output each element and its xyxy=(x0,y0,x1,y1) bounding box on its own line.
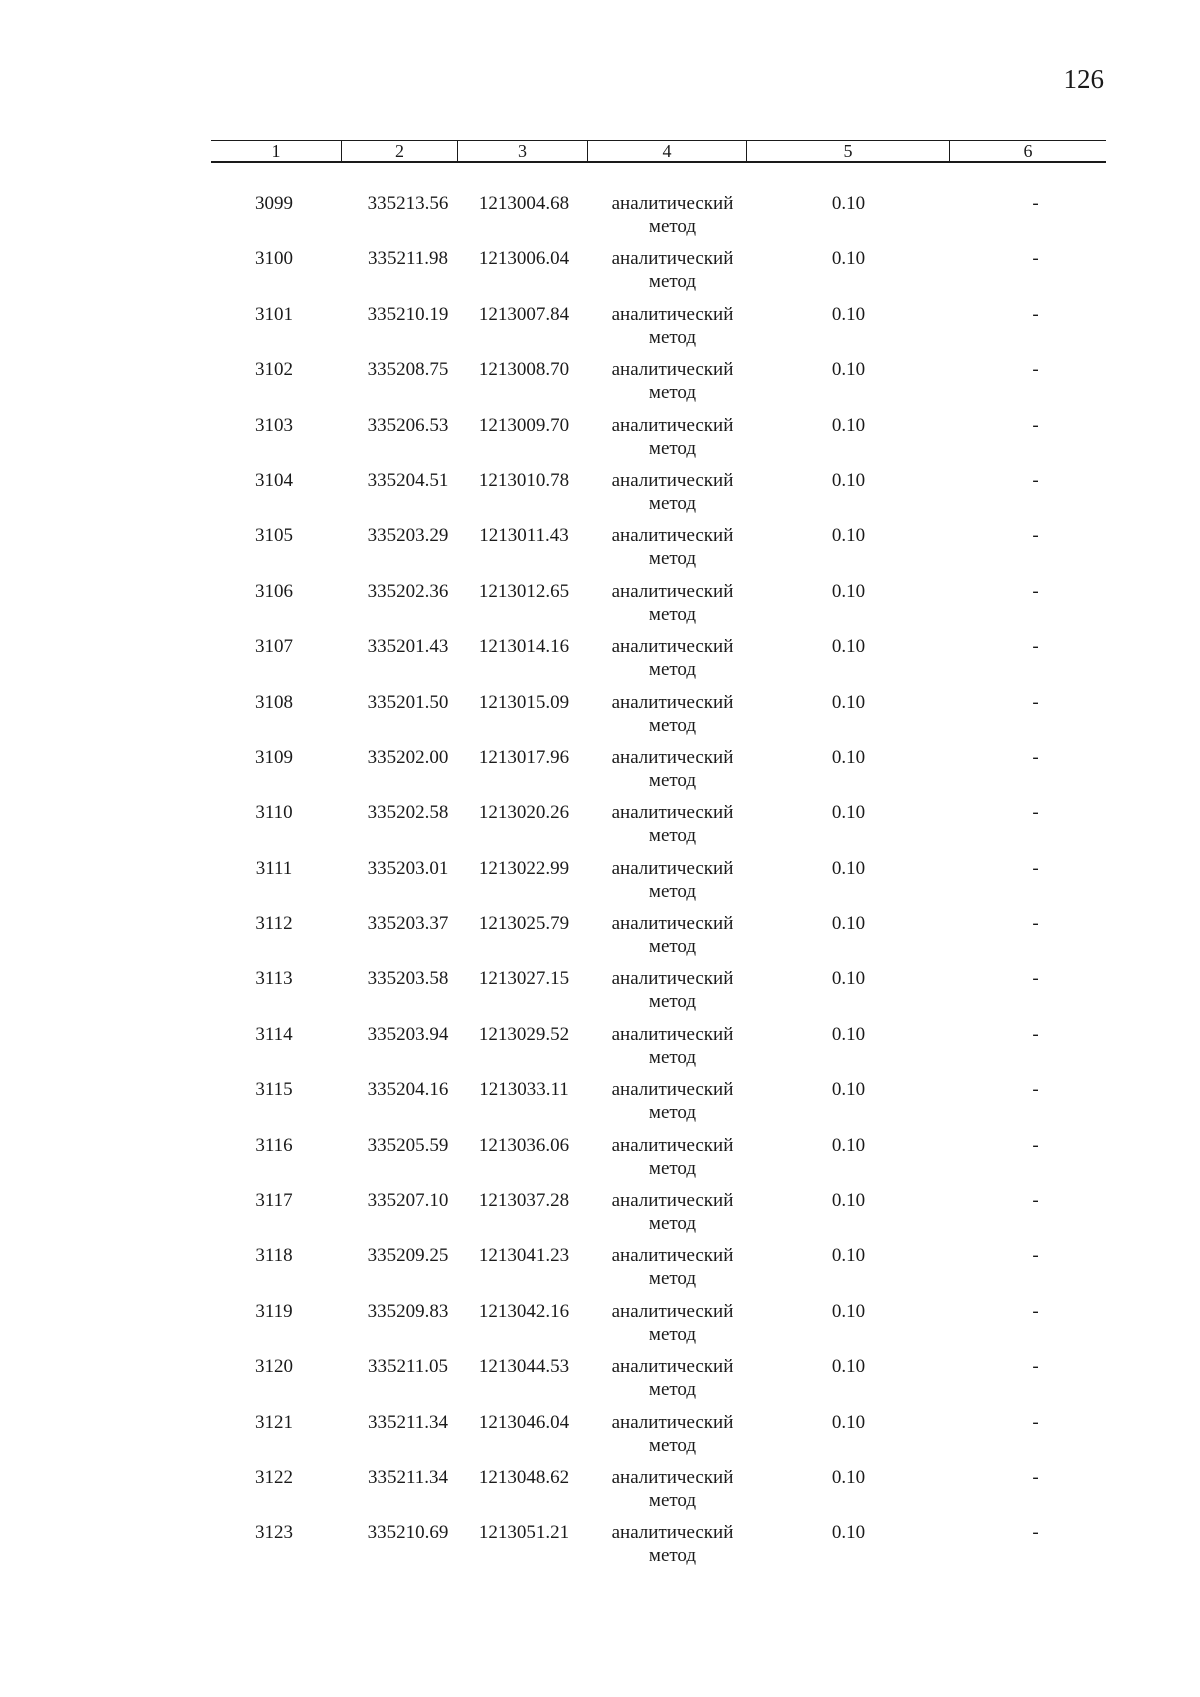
method-line: метод xyxy=(648,382,697,404)
y-coordinate: 1213012.65 xyxy=(478,580,570,602)
coordinates-table xyxy=(211,140,1106,1567)
table-row xyxy=(211,1189,1106,1244)
accuracy: 0.10 xyxy=(831,1466,866,1488)
method-line: метод xyxy=(648,1046,697,1068)
column-header-4: 4 xyxy=(587,141,746,161)
y-coordinate: 1213004.68 xyxy=(478,193,570,214)
accuracy: 0.10 xyxy=(831,414,866,436)
table-row xyxy=(211,192,1106,247)
x-coordinate: 335202.36 xyxy=(367,580,449,602)
accuracy: 0.10 xyxy=(831,913,866,935)
method-line: метод xyxy=(648,1489,697,1511)
method-line: метод xyxy=(648,548,697,570)
x-coordinate: 335208.75 xyxy=(367,359,449,381)
y-coordinate: 1213033.11 xyxy=(479,1079,569,1101)
method-cell xyxy=(587,247,746,302)
note: - xyxy=(1032,1079,1039,1101)
table-row xyxy=(211,967,1106,1022)
table-row xyxy=(211,580,1106,635)
y-coordinate: 1213009.70 xyxy=(478,414,570,436)
point-number: 3101 xyxy=(255,303,293,325)
table-row xyxy=(211,1466,1106,1521)
method-line: метод xyxy=(648,216,697,237)
accuracy: 0.10 xyxy=(831,802,866,824)
y-coordinate: 1213036.06 xyxy=(478,1134,570,1156)
x-coordinate: 335210.69 xyxy=(367,1522,449,1544)
method-line: аналитический xyxy=(611,1245,734,1267)
point-number: 3104 xyxy=(255,469,293,491)
note: - xyxy=(1032,359,1039,381)
method-cell xyxy=(587,1521,746,1576)
method-line: аналитический xyxy=(611,1079,734,1101)
method-cell xyxy=(587,303,746,358)
method-cell xyxy=(587,1023,746,1078)
x-coordinate: 335202.00 xyxy=(367,746,449,768)
column-header-2: 2 xyxy=(341,141,457,161)
y-coordinate: 1213017.96 xyxy=(478,746,570,768)
x-coordinate: 335203.01 xyxy=(367,857,449,879)
accuracy: 0.10 xyxy=(831,968,866,990)
table-row xyxy=(211,1521,1106,1576)
method-cell xyxy=(587,414,746,469)
table-row xyxy=(211,303,1106,358)
accuracy: 0.10 xyxy=(831,1190,866,1212)
y-coordinate: 1213048.62 xyxy=(478,1466,570,1488)
method-line: метод xyxy=(648,936,697,958)
method-line: аналитический xyxy=(611,1190,734,1212)
method-cell xyxy=(587,691,746,746)
method-line: аналитический xyxy=(611,913,734,935)
note: - xyxy=(1032,857,1039,879)
y-coordinate: 1213022.99 xyxy=(478,857,570,879)
method-cell xyxy=(587,580,746,635)
table-row xyxy=(211,1300,1106,1355)
accuracy: 0.10 xyxy=(831,1300,866,1322)
method-line: аналитический xyxy=(611,1134,734,1156)
method-cell xyxy=(587,1244,746,1299)
point-number: 3106 xyxy=(255,580,293,602)
method-line: аналитический xyxy=(611,691,734,713)
method-cell xyxy=(587,1411,746,1466)
point-number: 3116 xyxy=(255,1134,293,1156)
point-number: 3121 xyxy=(255,1411,293,1433)
x-coordinate: 335209.25 xyxy=(367,1245,449,1267)
method-line: аналитический xyxy=(611,1411,734,1433)
method-line: метод xyxy=(648,1213,697,1235)
method-cell xyxy=(587,1300,746,1355)
accuracy: 0.10 xyxy=(831,469,866,491)
point-number: 3110 xyxy=(255,802,293,824)
method-line: аналитический xyxy=(611,1300,734,1322)
method-line: аналитический xyxy=(611,193,734,214)
table-row xyxy=(211,691,1106,746)
point-number: 3105 xyxy=(255,525,293,547)
accuracy: 0.10 xyxy=(831,1356,866,1378)
method-line: аналитический xyxy=(611,636,734,658)
method-cell xyxy=(587,358,746,413)
note: - xyxy=(1032,469,1039,491)
method-line: метод xyxy=(648,1157,697,1179)
method-cell xyxy=(587,635,746,690)
x-coordinate: 335203.94 xyxy=(367,1023,449,1045)
y-coordinate: 1213037.28 xyxy=(478,1190,570,1212)
method-cell xyxy=(587,192,746,247)
accuracy: 0.10 xyxy=(831,1023,866,1045)
y-coordinate: 1213014.16 xyxy=(478,636,570,658)
point-number: 3117 xyxy=(255,1190,293,1212)
accuracy: 0.10 xyxy=(831,1079,866,1101)
note: - xyxy=(1032,691,1039,713)
point-number: 3123 xyxy=(255,1522,293,1544)
page-number: 126 xyxy=(1063,64,1104,94)
note: - xyxy=(1032,1300,1039,1322)
method-line: аналитический xyxy=(611,746,734,768)
y-coordinate: 1213010.78 xyxy=(478,469,570,491)
y-coordinate: 1213029.52 xyxy=(478,1023,570,1045)
note: - xyxy=(1032,1134,1039,1156)
method-cell xyxy=(587,912,746,967)
method-line: метод xyxy=(648,991,697,1013)
point-number: 3115 xyxy=(255,1079,293,1101)
y-coordinate: 1213041.23 xyxy=(478,1245,570,1267)
y-coordinate: 1213015.09 xyxy=(478,691,570,713)
y-coordinate: 1213027.15 xyxy=(478,968,570,990)
table-header xyxy=(211,140,1106,163)
accuracy: 0.10 xyxy=(831,303,866,325)
method-cell xyxy=(587,1355,746,1410)
note: - xyxy=(1032,1190,1039,1212)
method-line: аналитический xyxy=(611,414,734,436)
note: - xyxy=(1032,248,1039,270)
note: - xyxy=(1032,1466,1039,1488)
table-row xyxy=(211,414,1106,469)
point-number: 3109 xyxy=(255,746,293,768)
method-line: метод xyxy=(648,1545,697,1567)
y-coordinate: 1213025.79 xyxy=(478,913,570,935)
table-row xyxy=(211,1355,1106,1410)
note: - xyxy=(1032,414,1039,436)
x-coordinate: 335206.53 xyxy=(367,414,449,436)
column-header-6: 6 xyxy=(949,141,1106,161)
accuracy: 0.10 xyxy=(831,1411,866,1433)
method-cell xyxy=(587,1466,746,1521)
point-number: 3100 xyxy=(255,248,293,270)
x-coordinate: 335201.50 xyxy=(367,691,449,713)
y-coordinate: 1213051.21 xyxy=(478,1522,570,1544)
method-line: метод xyxy=(648,326,697,348)
point-number: 3099 xyxy=(255,193,293,214)
point-number: 3107 xyxy=(255,636,293,658)
method-cell xyxy=(587,1134,746,1189)
point-number: 3108 xyxy=(255,691,293,713)
y-coordinate: 1213044.53 xyxy=(478,1356,570,1378)
table-row xyxy=(211,1411,1106,1466)
x-coordinate: 335207.10 xyxy=(367,1190,449,1212)
point-number: 3122 xyxy=(255,1466,293,1488)
x-coordinate: 335203.29 xyxy=(367,525,449,547)
table-row xyxy=(211,524,1106,579)
note: - xyxy=(1032,1023,1039,1045)
table-row xyxy=(211,247,1106,302)
y-coordinate: 1213042.16 xyxy=(478,1300,570,1322)
method-line: аналитический xyxy=(611,857,734,879)
accuracy: 0.10 xyxy=(831,580,866,602)
y-coordinate: 1213011.43 xyxy=(479,525,569,547)
y-coordinate: 1213007.84 xyxy=(478,303,570,325)
x-coordinate: 335201.43 xyxy=(367,636,449,658)
method-line: аналитический xyxy=(611,968,734,990)
note: - xyxy=(1032,1522,1039,1544)
point-number: 3103 xyxy=(255,414,293,436)
accuracy: 0.10 xyxy=(831,248,866,270)
x-coordinate: 335203.58 xyxy=(367,968,449,990)
point-number: 3113 xyxy=(255,968,293,990)
method-cell xyxy=(587,857,746,912)
table-row xyxy=(211,358,1106,413)
x-coordinate: 335211.05 xyxy=(367,1356,449,1378)
note: - xyxy=(1032,913,1039,935)
method-cell xyxy=(587,967,746,1022)
x-coordinate: 335204.51 xyxy=(367,469,449,491)
table-row xyxy=(211,746,1106,801)
column-header-3: 3 xyxy=(457,141,587,161)
method-line: метод xyxy=(648,659,697,681)
point-number: 3119 xyxy=(255,1300,293,1322)
x-coordinate: 335211.98 xyxy=(367,248,449,270)
method-line: аналитический xyxy=(611,1356,734,1378)
y-coordinate: 1213046.04 xyxy=(478,1411,570,1433)
note: - xyxy=(1032,1356,1039,1378)
note: - xyxy=(1032,580,1039,602)
x-coordinate: 335209.83 xyxy=(367,1300,449,1322)
x-coordinate: 335202.58 xyxy=(367,802,449,824)
x-coordinate: 335211.34 xyxy=(367,1466,449,1488)
accuracy: 0.10 xyxy=(831,359,866,381)
method-line: метод xyxy=(648,825,697,847)
method-line: метод xyxy=(648,1434,697,1456)
method-line: аналитический xyxy=(611,802,734,824)
column-header-5: 5 xyxy=(746,141,949,161)
method-line: аналитический xyxy=(611,1023,734,1045)
method-cell xyxy=(587,1189,746,1244)
table-row xyxy=(211,857,1106,912)
method-line: аналитический xyxy=(611,1522,734,1544)
method-line: аналитический xyxy=(611,248,734,270)
method-line: метод xyxy=(648,1379,697,1401)
x-coordinate: 335213.56 xyxy=(367,193,449,214)
note: - xyxy=(1032,968,1039,990)
point-number: 3112 xyxy=(255,913,293,935)
table-row xyxy=(211,912,1106,967)
point-number: 3111 xyxy=(255,857,293,879)
column-header-1: 1 xyxy=(271,141,281,161)
method-cell xyxy=(587,524,746,579)
accuracy: 0.10 xyxy=(831,1522,866,1544)
method-line: метод xyxy=(648,603,697,625)
method-line: метод xyxy=(648,271,697,293)
method-line: аналитический xyxy=(611,580,734,602)
point-number: 3118 xyxy=(255,1245,293,1267)
accuracy: 0.10 xyxy=(831,193,866,214)
x-coordinate: 335203.37 xyxy=(367,913,449,935)
note: - xyxy=(1032,636,1039,658)
table-row xyxy=(211,1023,1106,1078)
note: - xyxy=(1032,802,1039,824)
accuracy: 0.10 xyxy=(831,1245,866,1267)
note: - xyxy=(1032,303,1039,325)
method-line: метод xyxy=(648,769,697,791)
table-row xyxy=(211,1078,1106,1133)
method-line: метод xyxy=(648,1102,697,1124)
method-line: аналитический xyxy=(611,525,734,547)
table-row xyxy=(211,1244,1106,1299)
y-coordinate: 1213020.26 xyxy=(478,802,570,824)
note: - xyxy=(1032,1411,1039,1433)
method-line: аналитический xyxy=(611,359,734,381)
x-coordinate: 335211.34 xyxy=(367,1411,449,1433)
method-line: метод xyxy=(648,1268,697,1290)
method-line: метод xyxy=(648,714,697,736)
point-number: 3114 xyxy=(255,1023,293,1045)
method-line: аналитический xyxy=(611,1466,734,1488)
point-number: 3102 xyxy=(255,359,293,381)
table-row xyxy=(211,1134,1106,1189)
method-cell xyxy=(587,746,746,801)
note: - xyxy=(1032,525,1039,547)
method-line: аналитический xyxy=(611,469,734,491)
table-body xyxy=(211,192,1106,1577)
note: - xyxy=(1032,1245,1039,1267)
method-cell xyxy=(587,1078,746,1133)
method-line: метод xyxy=(648,1323,697,1345)
method-line: метод xyxy=(648,437,697,459)
point-number: 3120 xyxy=(255,1356,293,1378)
note: - xyxy=(1032,746,1039,768)
method-cell xyxy=(587,469,746,524)
note: - xyxy=(1032,193,1039,214)
accuracy: 0.10 xyxy=(831,636,866,658)
accuracy: 0.10 xyxy=(831,525,866,547)
method-line: метод xyxy=(648,880,697,902)
y-coordinate: 1213006.04 xyxy=(478,248,570,270)
x-coordinate: 335205.59 xyxy=(367,1134,449,1156)
x-coordinate: 335210.19 xyxy=(367,303,449,325)
x-coordinate: 335204.16 xyxy=(367,1079,449,1101)
method-line: аналитический xyxy=(611,303,734,325)
y-coordinate: 1213008.70 xyxy=(478,359,570,381)
method-line: метод xyxy=(648,492,697,514)
table-row xyxy=(211,635,1106,690)
method-cell xyxy=(587,801,746,856)
accuracy: 0.10 xyxy=(831,746,866,768)
table-row xyxy=(211,469,1106,524)
accuracy: 0.10 xyxy=(831,857,866,879)
accuracy: 0.10 xyxy=(831,691,866,713)
table-row xyxy=(211,801,1106,856)
accuracy: 0.10 xyxy=(831,1134,866,1156)
